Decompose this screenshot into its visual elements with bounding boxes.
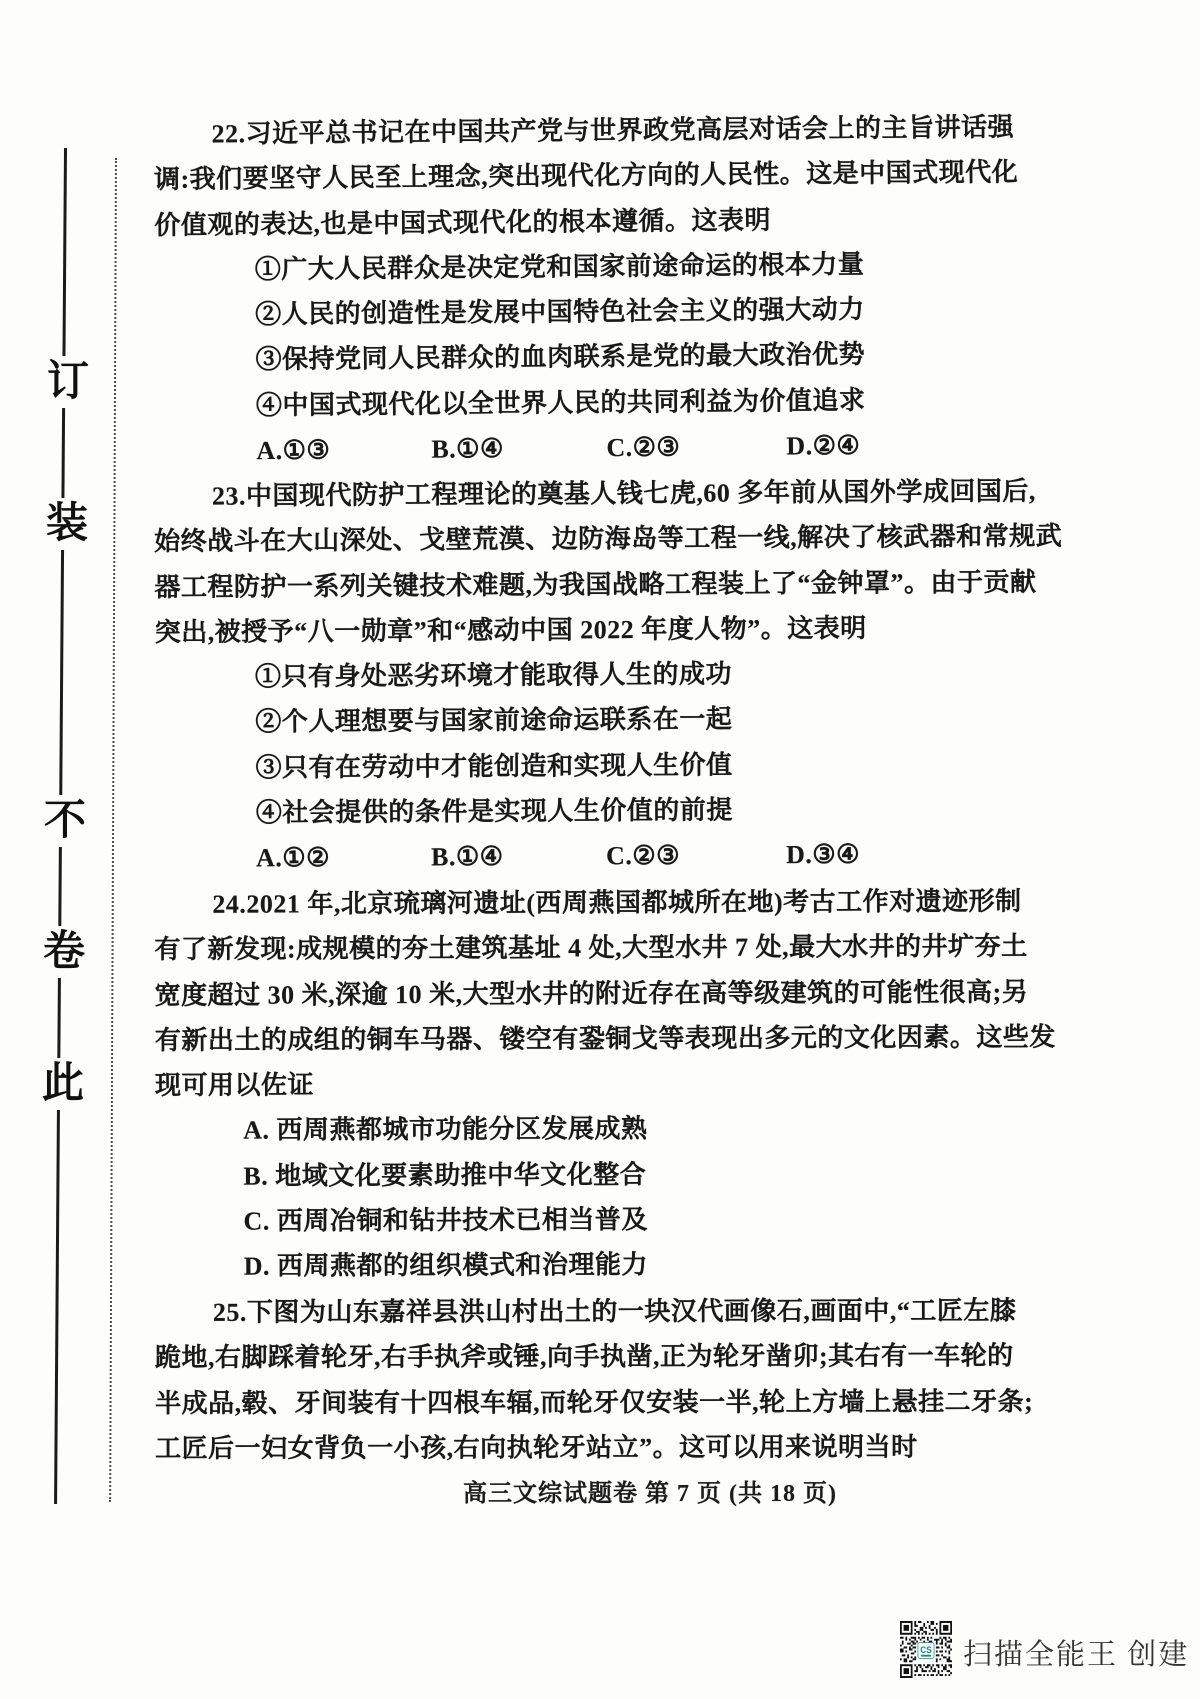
binding-char: 装 xyxy=(43,498,91,550)
exam-page-content xyxy=(153,112,1063,1471)
question-24-choice-c: C. 西周冶铜和钻井技术已相当普及 xyxy=(243,1205,648,1236)
choice-a: A.①③ xyxy=(256,435,331,466)
question-22-statement-4: ④中国式现代化以全世界人民的共同利益为价值追求 xyxy=(255,385,866,420)
camscanner-badge-text: CS xyxy=(920,1644,932,1655)
choice-d: D.②④ xyxy=(786,430,861,461)
question-23-statement-4: ④社会提供的条件是实现人生价值的前提 xyxy=(255,795,733,828)
question-25 xyxy=(155,1288,1035,1471)
choice-b: B.①④ xyxy=(431,842,504,873)
camscanner-credit-text: 扫描全能王 创建 xyxy=(963,1639,1190,1671)
question-23 xyxy=(154,469,1063,882)
question-25-line: 半成品,毂、牙间装有十四根车辐,而轮牙仅安装一半,轮上方墙上悬挂二牙条; xyxy=(155,1386,1034,1418)
question-24-choice-a: A. 西周燕都城市功能分区发展成熟 xyxy=(243,1114,648,1146)
question-25-line: 工匠后一妇女背负一小孩,右向执轮牙站立”。这可以用来说明当时 xyxy=(155,1432,918,1463)
question-24-line: 宽度超过 30 米,深逾 10 米,大型水井的附近存在高等级建筑的可能性很高;另 xyxy=(154,977,1029,1010)
question-23-statement-2: ②个人理想要与国家前途命运联系在一起 xyxy=(255,705,733,738)
question-25-line: 跪地,右脚踩着轮牙,右手执斧或锤,向手执凿,正为轮牙凿卯;其右有一车轮的 xyxy=(154,1341,1014,1373)
choice-b: B.①④ xyxy=(431,434,504,464)
question-24-line: 有了新发现:成规模的夯土建筑基址 4 处,大型水井 7 处,最大水井的井圹夯土 xyxy=(154,931,1028,965)
question-23-line: 突出,被授予“八一勋章”和“感动中国 2022 年度人物”。这表明 xyxy=(154,613,867,648)
question-22 xyxy=(153,104,1036,474)
question-24-line: 24.2021 年,北京琉璃河遗址(西周燕国都城所在地)考古工作对遗迹形制 xyxy=(212,886,1022,919)
question-23-line: 23.中国现代防护工程理论的奠基人钱七虎,60 多年前从国外学成回国后, xyxy=(211,476,1036,512)
question-22-line: 22.习近平总书记在中国共产党与世界政党高层对话会上的主旨讲话强 xyxy=(211,112,1015,149)
question-24-choice-d: D. 西周燕都的组织模式和治理能力 xyxy=(243,1250,649,1282)
camscanner-qr-code xyxy=(900,1621,952,1678)
question-25-line: 25.下图为山东嘉祥县洪山村出土的一块汉代画像石,画面中,“工匠左膝 xyxy=(212,1295,1017,1327)
choice-c: C.②③ xyxy=(606,841,681,871)
camscanner-badge xyxy=(918,1643,934,1659)
question-24 xyxy=(154,879,1056,1290)
binding-char: 订 xyxy=(44,356,92,408)
question-22-statement-3: ③保持党同人民群众的血肉联系是党的最大政治优势 xyxy=(255,340,866,375)
page-footer: 高三文综试题卷 第 7 页 (共 18 页) xyxy=(463,1481,837,1507)
binding-char: 此 xyxy=(39,1058,87,1110)
question-23-choices xyxy=(156,831,1036,882)
question-22-choices xyxy=(156,421,1036,474)
question-23-statement-3: ③只有在劳动中才能创造和实现人生价值 xyxy=(255,750,733,783)
question-24-choice-b: B. 地域文化要素助推中华文化整合 xyxy=(243,1159,647,1191)
question-22-line: 调:我们要坚守人民至上理念,突出现代化方向的人民性。这是中国式现代化 xyxy=(153,157,1019,195)
question-23-statement-1: ①只有身处恶劣环境才能取得人生的成功 xyxy=(254,660,733,692)
choice-c: C.②③ xyxy=(606,432,681,463)
question-24-line: 有新出土的成组的铜车马器、镂空有銎铜戈等表现出多元的文化因素。这些发 xyxy=(154,1022,1056,1055)
choice-a: A.①② xyxy=(256,843,331,874)
question-22-statement-1: ①广大人民群众是决定党和国家前途命运的根本力量 xyxy=(254,249,865,285)
binding-char: 不 xyxy=(41,795,89,847)
binding-char: 卷 xyxy=(40,926,88,978)
question-23-line: 始终战斗在大山深处、戈壁荒漠、边防海岛等工程一线,解决了核武器和常规武 xyxy=(154,522,1063,557)
dotted-margin-rule xyxy=(109,158,117,1502)
question-23-line: 器工程防护一系列关键技术难题,为我国战略工程装上了“金钟罩”。由于贡献 xyxy=(154,567,1037,602)
question-22-statement-2: ②人民的创造性是发展中国特色社会主义的强大动力 xyxy=(255,294,865,330)
choice-d: D.③④ xyxy=(786,840,861,870)
question-24-line: 现可用以佐证 xyxy=(154,1070,315,1101)
question-22-line: 价值观的表达,也是中国式现代化的根本遵循。这表明 xyxy=(154,205,772,240)
